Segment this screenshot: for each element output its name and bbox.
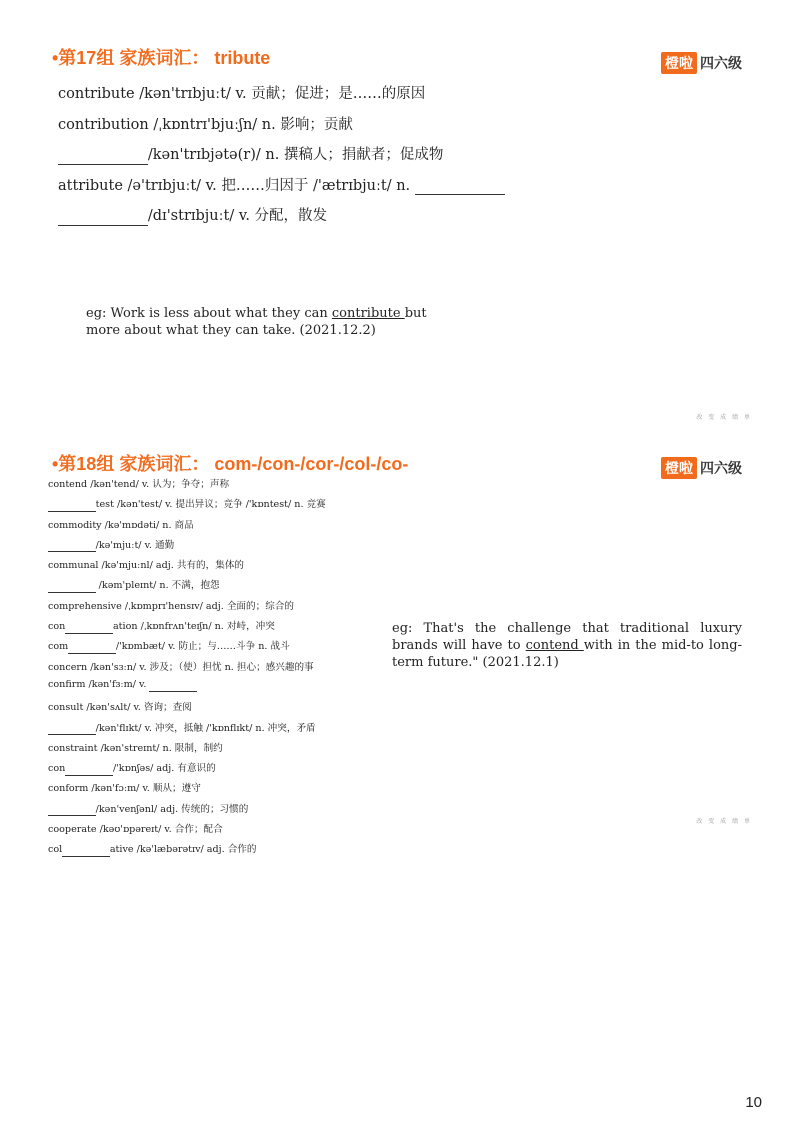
fill-in-blank bbox=[58, 210, 148, 226]
entry-text: ative /kə'læbərətɪv/ adj. 合作的 bbox=[109, 844, 257, 856]
fill-in-blank bbox=[48, 806, 96, 817]
slide-footer: 改 变 成 绩 单 bbox=[696, 818, 752, 825]
vocabulary-entry bbox=[48, 517, 326, 537]
fill-in-blank bbox=[415, 180, 505, 196]
vocabulary-entry bbox=[48, 659, 326, 679]
entry-text: communal /kə'mjuːnl/ adj. 共有的，集体的 bbox=[48, 560, 245, 572]
entry-text: /'kɒnʃəs/ adj. 有意识的 bbox=[112, 763, 216, 775]
vocabulary-entry bbox=[48, 780, 326, 800]
vocabulary-entry bbox=[48, 699, 326, 719]
fill-in-blank bbox=[48, 501, 96, 512]
example-text: eg: Work is less about what they can bbox=[86, 306, 332, 321]
example-keyword: contend bbox=[525, 638, 584, 653]
slide-title: •第17组 家族词汇： tribute bbox=[52, 48, 271, 68]
fill-in-blank bbox=[65, 623, 113, 634]
entry-text: /dɪ'strɪbjuːt/ v. 分配，散发 bbox=[147, 208, 328, 224]
fill-in-blank bbox=[58, 149, 148, 165]
example-text: eg: That's the challenge that traditional luxury brands will have to bbox=[392, 621, 742, 653]
vocabulary-entry bbox=[48, 496, 326, 516]
example-text: with in the mid-to long-term future." (2021.12.1) bbox=[392, 638, 742, 670]
entry-text: attribute /ə'trɪbjuːt/ v. 把……归因于 /'ætrɪbjuːt/ n. bbox=[58, 177, 415, 194]
vocabulary-list bbox=[58, 82, 505, 235]
vocabulary-entry bbox=[58, 174, 505, 205]
brand-logo bbox=[661, 52, 742, 74]
entry-text: com bbox=[48, 641, 69, 653]
entry-text: /kən'flɪkt/ v. 冲突，抵触 /'kɒnflɪkt/ n. 冲突，矛盾 bbox=[95, 722, 316, 734]
entry-text: /kə'mjuːt/ v. 通勤 bbox=[95, 539, 175, 551]
brand-logo bbox=[661, 457, 742, 479]
fill-in-blank bbox=[149, 681, 197, 692]
vocabulary-entry bbox=[58, 204, 505, 235]
entry-text: /kəm'pleɪnt/ n. 不满，抱怨 bbox=[95, 580, 220, 592]
entry-text: comprehensive /ˌkɒmprɪ'hensɪv/ adj. 全面的；综合的 bbox=[48, 600, 294, 612]
vocabulary-entry bbox=[48, 760, 326, 780]
entry-text: consult /kən'sʌlt/ v. 咨询；查阅 bbox=[48, 702, 192, 714]
vocabulary-entry bbox=[48, 841, 326, 861]
vocabulary-entry bbox=[48, 801, 326, 821]
vocabulary-list bbox=[48, 476, 326, 862]
entry-text: /kən'venʃənl/ adj. 传统的；习惯的 bbox=[95, 803, 249, 815]
entry-text: contribution /ˌkɒntrɪ'bjuːʃn/ n. 影响；贡献 bbox=[58, 116, 353, 133]
entry-text: contribute /kən'trɪbjuːt/ v. 贡献；促进；是……的原因 bbox=[58, 86, 426, 102]
fill-in-blank bbox=[48, 725, 96, 736]
vocabulary-entry bbox=[58, 82, 505, 113]
entry-text: con bbox=[48, 621, 66, 633]
page-number: 10 bbox=[745, 1094, 762, 1111]
slide-group-18 bbox=[0, 432, 800, 856]
vocabulary-entry bbox=[58, 143, 505, 174]
fill-in-blank bbox=[62, 846, 110, 857]
vocabulary-entry bbox=[48, 638, 326, 658]
vocabulary-entry bbox=[48, 618, 326, 638]
entry-text: concern /kən'sɜːn/ v. 涉及；（使）担忧 n. 担心；感兴趣的事 bbox=[48, 661, 314, 673]
entry-text: /'kɒmbæt/ v. 防止；与……斗争 n. 战斗 bbox=[115, 641, 290, 653]
slide-group-17 bbox=[0, 0, 800, 432]
level-label: 四六级 bbox=[700, 55, 742, 71]
vocabulary-entry bbox=[48, 598, 326, 618]
vocabulary-entry bbox=[48, 679, 326, 699]
entry-text: conform /kən'fɔːm/ v. 顺从；遵守 bbox=[48, 783, 201, 795]
vocabulary-entry bbox=[48, 740, 326, 760]
slide-title: •第18组 家族词汇： com-/con-/cor-/col-/co- bbox=[52, 454, 409, 474]
entry-text: test /kən'test/ v. 提出异议；竞争 /'kɒntest/ n. 竞赛 bbox=[95, 499, 326, 511]
fill-in-blank bbox=[68, 643, 116, 654]
vocabulary-entry bbox=[58, 113, 505, 144]
entry-text: col bbox=[48, 844, 63, 856]
vocabulary-entry bbox=[48, 557, 326, 577]
vocabulary-entry bbox=[48, 476, 326, 496]
brand-label: 橙啦 bbox=[661, 457, 697, 479]
entry-text: /kən'trɪbjətə(r)/ n. 撰稿人；捐献者；促成物 bbox=[147, 147, 444, 163]
fill-in-blank bbox=[48, 542, 96, 553]
level-label: 四六级 bbox=[700, 460, 742, 476]
entry-text: contend /kən'tend/ v. 认为；争夺；声称 bbox=[48, 479, 230, 490]
vocabulary-entry bbox=[48, 537, 326, 557]
fill-in-blank bbox=[65, 765, 113, 776]
brand-label: 橙啦 bbox=[661, 52, 697, 74]
example-text: but more about what they can take. (2021.12.2) bbox=[86, 306, 427, 338]
fill-in-blank bbox=[48, 582, 96, 593]
entry-text: ation /ˌkɒnfrʌn'teɪʃn/ n. 对峙，冲突 bbox=[112, 621, 275, 633]
entry-text: confirm /kən'fɜːm/ v. bbox=[48, 678, 150, 690]
example-keyword: contribute bbox=[331, 306, 405, 321]
example-sentence bbox=[392, 620, 742, 671]
example-sentence bbox=[86, 305, 446, 339]
slide-footer: 改 变 成 绩 单 bbox=[696, 414, 752, 421]
vocabulary-entry bbox=[48, 821, 326, 841]
vocabulary-entry bbox=[48, 720, 326, 740]
entry-text: cooperate /kəʊ'ɒpəreɪt/ v. 合作；配合 bbox=[48, 824, 223, 836]
entry-text: commodity /kə'mɒdəti/ n. 商品 bbox=[48, 519, 194, 531]
entry-text: constraint /kən'streɪnt/ n. 限制，制约 bbox=[48, 742, 223, 754]
entry-text: con bbox=[48, 763, 66, 775]
vocabulary-entry bbox=[48, 577, 326, 597]
